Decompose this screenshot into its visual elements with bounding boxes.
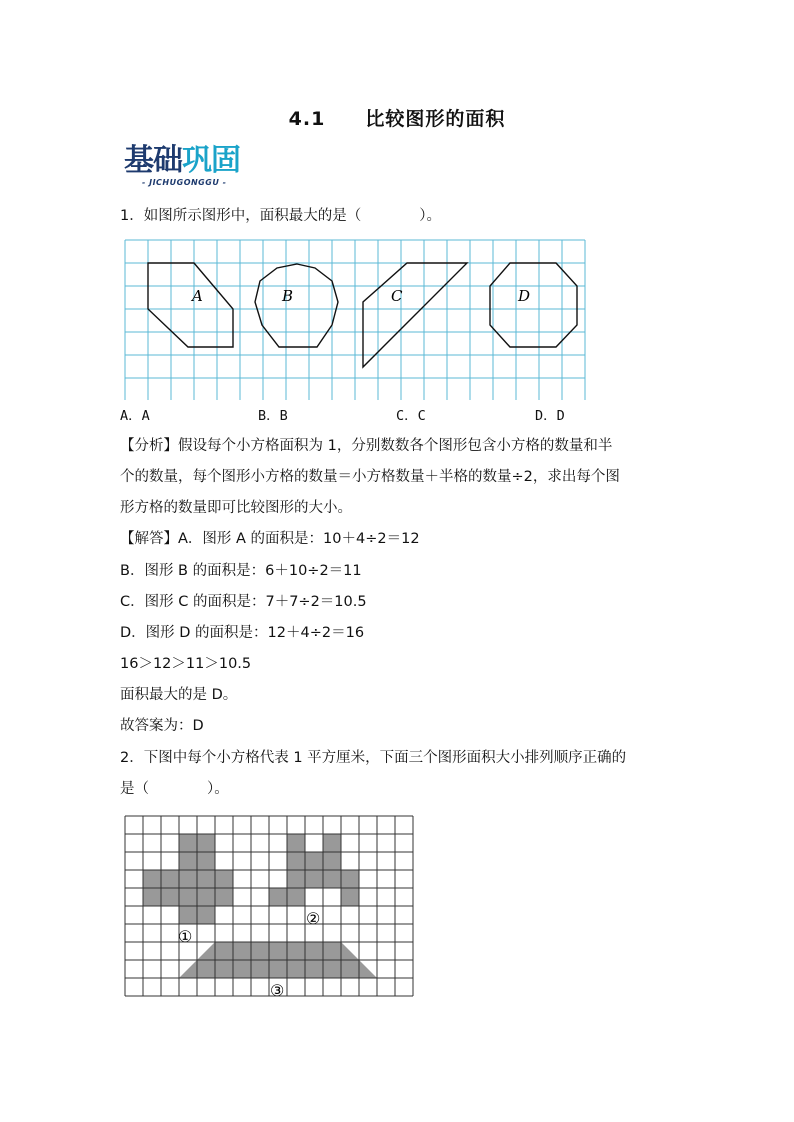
shaded-cell	[215, 870, 233, 888]
option-a[interactable]: A．A	[120, 408, 150, 424]
option-b[interactable]: B．B	[258, 408, 288, 424]
shape-c	[363, 263, 467, 367]
section-number: 4.1	[288, 108, 326, 130]
solution-line-1: 【解答】A．图形 A 的面积是：10＋4÷2＝12	[120, 531, 420, 547]
shaded-cell	[179, 852, 197, 870]
shaded-cell	[287, 834, 305, 852]
shaded-cell	[197, 852, 215, 870]
shape-label-c: C	[391, 287, 403, 305]
shaded-cell	[179, 888, 197, 906]
shaded-cell	[269, 888, 287, 906]
section-title: 比较图形的面积	[365, 108, 506, 130]
q2-stem-line-1: 2．下图中每个小方格代表 1 平方厘米，下面三个图形面积大小排列顺序正确的	[120, 750, 627, 766]
q2-figure	[0, 800, 794, 1010]
shaded-cell	[323, 852, 341, 870]
shaded-cell	[197, 834, 215, 852]
analysis-line-1: 【分析】假设每个小方格面积为 1，分别数数各个图形包含小方格的数量和半	[120, 438, 613, 454]
option-c[interactable]: C．C	[396, 408, 426, 424]
label-1: ①	[178, 927, 193, 946]
shaded-cell	[323, 870, 341, 888]
shape-label-b: B	[282, 287, 294, 305]
option-d[interactable]: D．D	[535, 408, 565, 424]
solution-line-6: 面积最大的是 D。	[120, 687, 238, 703]
shape-a	[148, 263, 233, 347]
shape-label-d: D	[518, 287, 531, 305]
q1-shapes	[148, 263, 577, 367]
shaded-cell	[161, 888, 179, 906]
shaded-cell	[197, 870, 215, 888]
shape-label-a: A	[192, 287, 203, 305]
shaded-cell	[179, 906, 197, 924]
shaded-cell	[341, 870, 359, 888]
logo-part-1: 基础	[124, 143, 182, 178]
shaded-cell	[215, 888, 233, 906]
solution-line-4: D．图形 D 的面积是：12＋4÷2＝16	[120, 625, 365, 641]
shaded-cell	[143, 870, 161, 888]
q1-figure	[0, 0, 794, 400]
shaded-cell	[305, 852, 323, 870]
q2-stem-line-2: 是（ ）。	[120, 781, 229, 797]
shaded-cell	[197, 888, 215, 906]
label-3: ③	[270, 981, 285, 1000]
shaded-cell	[179, 870, 197, 888]
shaded-cell	[323, 834, 341, 852]
answer-line: 故答案为：D	[120, 718, 204, 734]
shaded-cell	[341, 888, 359, 906]
solution-line-2: B．图形 B 的面积是：6＋10÷2＝11	[120, 563, 362, 579]
analysis-line-2: 个的数量，每个图形小方格的数量＝小方格数量＋半格的数量÷2，求出每个图	[120, 469, 620, 485]
shaded-cell	[143, 888, 161, 906]
logo-pinyin: - JICHUGONGGU -	[142, 178, 227, 187]
analysis-line-3: 形方格的数量即可比较图形的大小。	[120, 500, 352, 516]
q1-stem: 1．如图所示图形中，面积最大的是（ ）。	[120, 208, 441, 224]
shaded-cell	[197, 906, 215, 924]
shaded-cell	[161, 870, 179, 888]
label-2: ②	[306, 909, 321, 928]
q2-grid	[125, 816, 413, 996]
shaded-cell	[287, 888, 305, 906]
shaded-cell	[287, 852, 305, 870]
shaded-cell	[179, 834, 197, 852]
shape-d	[490, 263, 577, 347]
solution-line-5: 16＞12＞11＞10.5	[120, 656, 252, 672]
shaded-cell	[305, 870, 323, 888]
shaded-cell	[287, 870, 305, 888]
logo-part-2: 巩固	[182, 143, 240, 178]
shape-b	[255, 264, 338, 347]
solution-line-3: C．图形 C 的面积是：7＋7÷2＝10.5	[120, 594, 367, 610]
